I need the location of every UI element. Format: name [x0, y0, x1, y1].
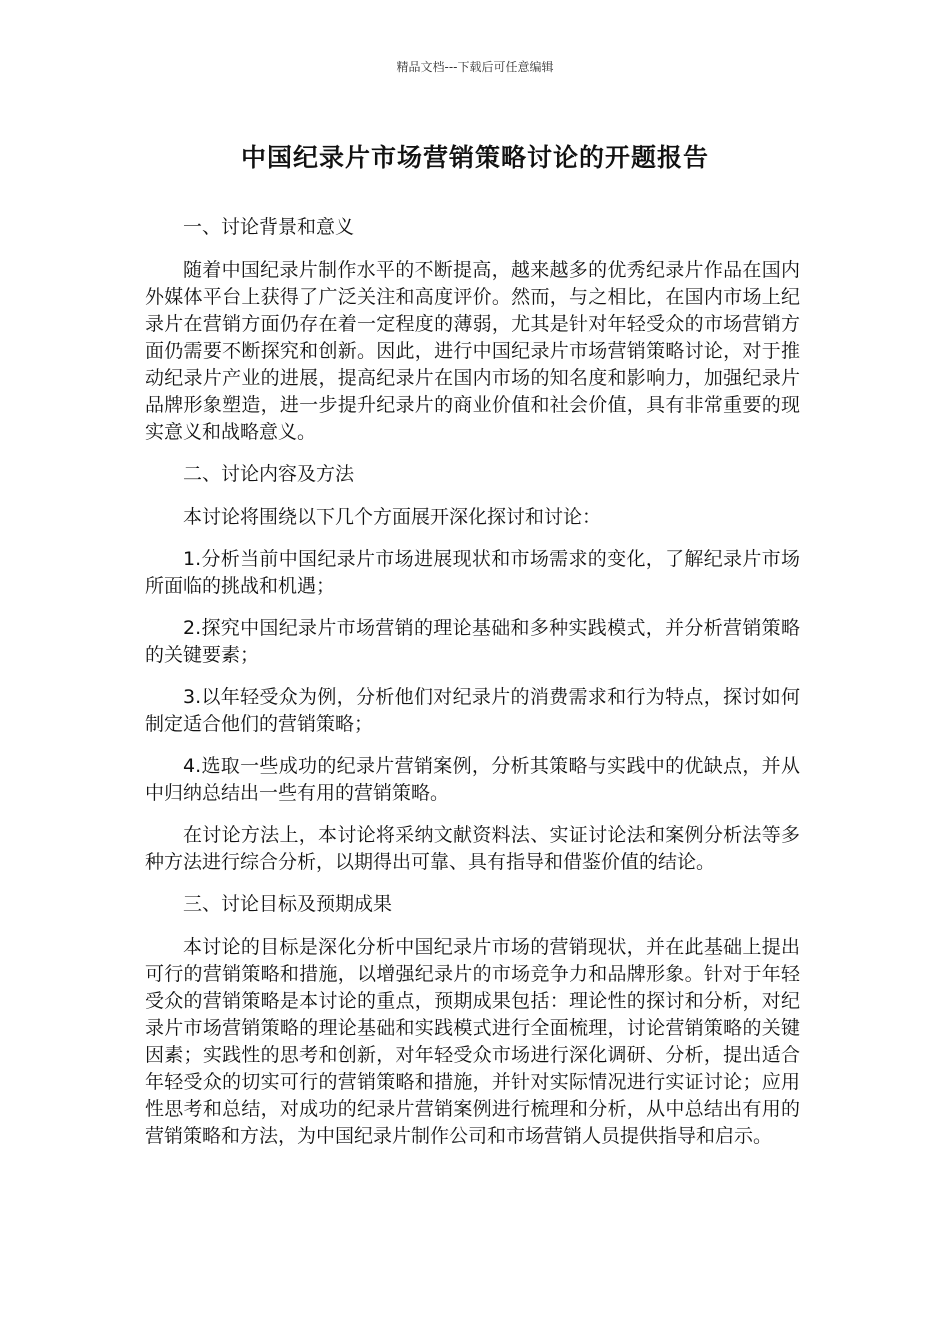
document-body [145, 214, 800, 1165]
list-item-2: 2.探究中国纪录片市场营销的理论基础和多种实践模式，并分析营销策略的关键要素； [145, 617, 800, 666]
list-item-4: 4.选取一些成功的纪录片营销案例，分析其策略与实践中的优缺点，并从中归纳总结出一些有用的营销策略。 [145, 755, 800, 804]
paragraph-intro: 本讨论将围绕以下几个方面展开深化探讨和讨论： [183, 506, 602, 528]
header-note: 精品文档---下载后可任意编辑 [396, 60, 554, 74]
section-heading-3: 三、讨论目标及预期成果 [183, 893, 393, 915]
section-heading-1: 一、讨论背景和意义 [183, 216, 355, 238]
document-title: 中国纪录片市场营销策略讨论的开题报告 [240, 143, 709, 172]
paragraph-methods: 在讨论方法上，本讨论将采纳文献资料法、实证讨论法和案例分析法等多种方法进行综合分析，以期得出可靠、具有指导和借鉴价值的结论。 [145, 824, 800, 873]
list-item-1: 1.分析当前中国纪录片市场进展现状和市场需求的变化，了解纪录片市场所面临的挑战和机遇； [145, 548, 800, 597]
paragraph-goals: 本讨论的目标是深化分析中国纪录片市场的营销现状，并在此基础上提出可行的营销策略和措施，以增强纪录片的市场竞争力和品牌形象。针对于年轻受众的营销策略是本讨论的重点，预期成果包括：理论性的探讨和分析，对纪录片市场营销策略的理论基础和实践模式进行全面梳理，讨论营销策略的关键因素；实践性的思考和创新，对年轻受众市场进行深化调研、分析，提出适合年轻受众的切实可行的营销策略和措施，并针对实际情况进行实证讨论；应用性思考和总结，对成功的纪录片营销案例进行梳理和分析，从中总结出有用的营销策略和方法，为中国纪录片制作公司和市场营销人员提供指导和启示。 [145, 936, 800, 1147]
paragraph-background: 随着中国纪录片制作水平的不断提高，越来越多的优秀纪录片作品在国内外媒体平台上获得了广泛关注和高度评价。然而，与之相比，在国内市场上纪录片在营销方面仍存在着一定程度的薄弱，尤其是针对年轻受众的市场营销方面仍需要不断探究和创新。因此，进行中国纪录片市场营销策略讨论，对于推动纪录片产业的进展，提高纪录片在国内市场的知名度和影响力，加强纪录片品牌形象塑造，进一步提升纪录片的商业价值和社会价值，具有非常重要的现实意义和战略意义。 [145, 259, 800, 443]
section-heading-2: 二、讨论内容及方法 [183, 463, 355, 485]
list-item-3: 3.以年轻受众为例，分析他们对纪录片的消费需求和行为特点，探讨如何制定适合他们的营销策略； [145, 686, 800, 735]
